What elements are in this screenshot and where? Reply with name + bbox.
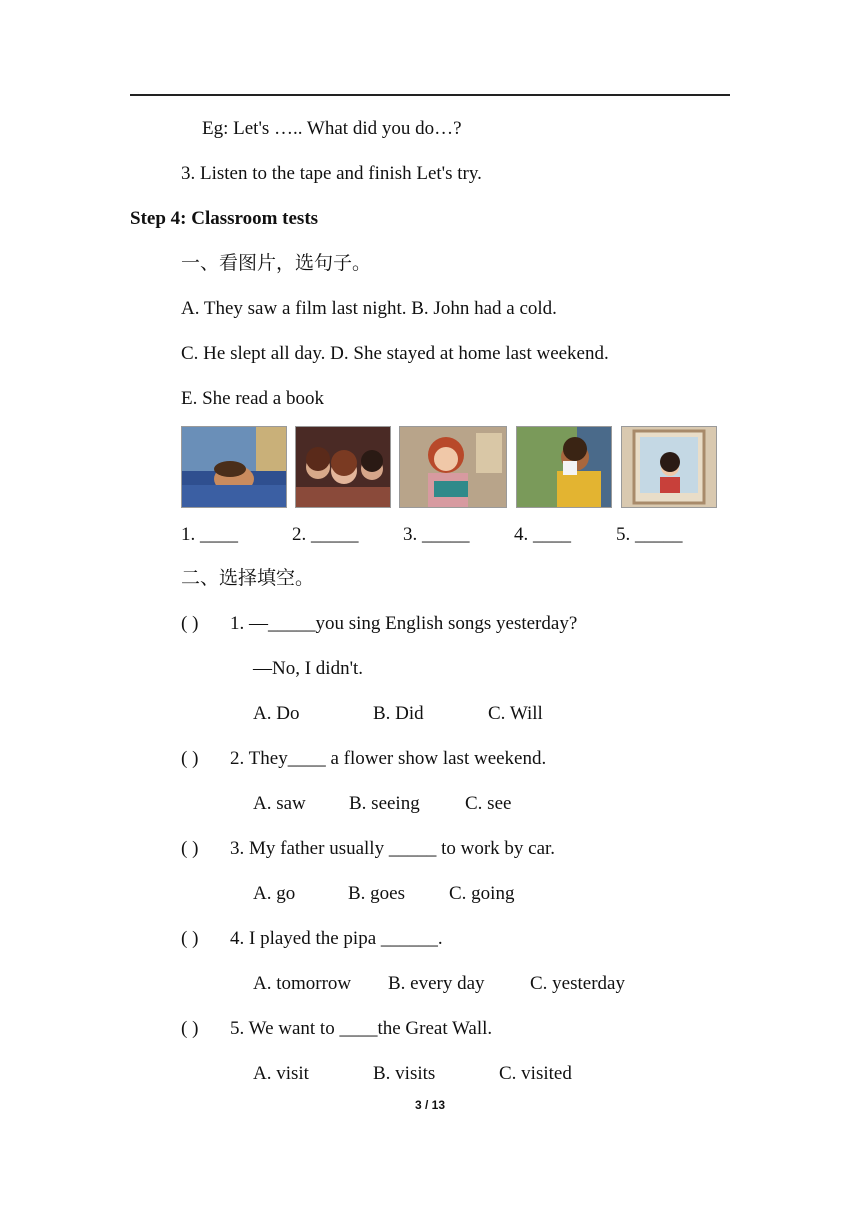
q2-choice-a: A. saw — [253, 793, 306, 814]
q3-choice-c: C. going — [449, 883, 515, 904]
question-3: 3. My father usually _____ to work by car. — [230, 838, 556, 859]
q3-choice-a: A. go — [253, 883, 296, 904]
q3-choice-b: B. goes — [348, 883, 405, 904]
q4-choice-c: C. yesterday — [530, 973, 625, 994]
girl-at-window-image — [621, 426, 717, 508]
q4-choice-a: A. tomorrow — [253, 973, 352, 994]
people-watching-film-image — [295, 426, 391, 508]
q2-choice-c: C. see — [465, 793, 512, 814]
blank-2[interactable]: 2. _____ — [292, 524, 359, 545]
answer-paren-4[interactable]: ( ) — [181, 928, 199, 949]
question-1: 1. —_____you sing English songs yesterday? — [230, 613, 578, 634]
blank-3[interactable]: 3. _____ — [403, 524, 470, 545]
question-1-reply: —No, I didn't. — [253, 658, 364, 679]
part1-heading: 一、看图片，选句子。 — [181, 253, 372, 274]
option-line-3: E. She read a book — [181, 388, 324, 409]
option-line-2: C. He slept all day. D. She stayed at home last weekend. — [181, 343, 609, 364]
q2-choice-b: B. seeing — [349, 793, 420, 814]
blank-5[interactable]: 5. _____ — [616, 524, 683, 545]
blank-1[interactable]: 1. ____ — [181, 524, 238, 545]
part2-heading: 二、选择填空。 — [181, 568, 315, 589]
question-5: 5. We want to ____the Great Wall. — [230, 1018, 493, 1039]
listen-instruction: 3. Listen to the tape and finish Let's try. — [181, 163, 482, 184]
boy-with-cold-image — [516, 426, 612, 508]
step4-heading: Step 4: Classroom tests — [130, 208, 319, 229]
header-rule — [130, 94, 730, 96]
q5-choice-a: A. visit — [253, 1063, 309, 1084]
example-line: Eg: Let's ….. What did you do…? — [202, 118, 462, 139]
q1-choice-a: A. Do — [253, 703, 300, 724]
option-line-1: A. They saw a film last night. B. John had a cold. — [181, 298, 557, 319]
answer-paren-1[interactable]: ( ) — [181, 613, 199, 634]
man-sleeping-image — [181, 426, 287, 508]
page-number: 3 / 13 — [414, 1098, 446, 1112]
q1-choice-b: B. Did — [373, 703, 424, 724]
answer-paren-3[interactable]: ( ) — [181, 838, 199, 859]
question-4: 4. I played the pipa ______. — [230, 928, 443, 949]
q4-choice-b: B. every day — [388, 973, 485, 994]
blank-4[interactable]: 4. ____ — [514, 524, 571, 545]
girl-reading-book-image — [399, 426, 507, 508]
answer-paren-2[interactable]: ( ) — [181, 748, 199, 769]
q5-choice-b: B. visits — [373, 1063, 436, 1084]
q1-choice-c: C. Will — [488, 703, 543, 724]
question-2: 2. They____ a flower show last weekend. — [230, 748, 547, 769]
answer-paren-5[interactable]: ( ) — [181, 1018, 199, 1039]
q5-choice-c: C. visited — [499, 1063, 572, 1084]
